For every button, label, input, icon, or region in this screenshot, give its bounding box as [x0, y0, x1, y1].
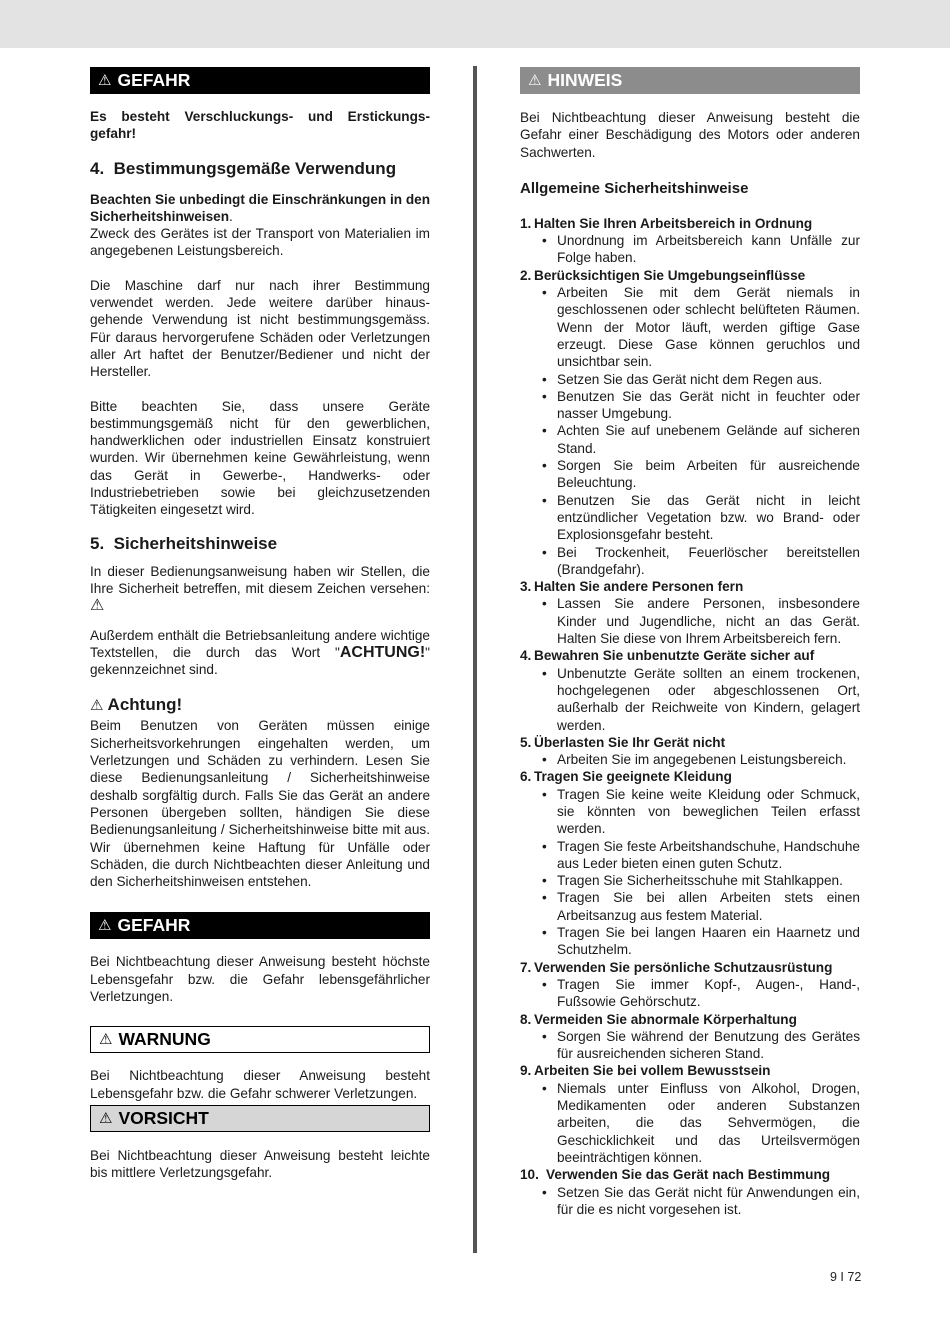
hinweis-title: HINWEIS — [547, 70, 623, 90]
warning-triangle-icon: ⚠ — [98, 917, 112, 935]
safety-rule-bullets — [520, 751, 860, 768]
safety-rule-bullets — [520, 1028, 860, 1063]
safety-bullet: • Tragen Sie Sicherheitsschuhe mit Stahlkappen. — [542, 872, 860, 889]
warnung-title: WARNUNG — [118, 1029, 211, 1050]
safety-rule-title — [520, 768, 860, 785]
safety-rule-title — [520, 578, 860, 595]
vorsicht-text: Bei Nichtbeachtung dieser Anweisung besteht leichte bis mittlere Verletzungsgefahr. — [90, 1147, 430, 1181]
safety-rule-label: Vermeiden Sie abnormale Körperhaltung — [534, 1011, 797, 1027]
hinweis-box — [520, 67, 860, 94]
safety-rule-title — [520, 1166, 860, 1183]
safety-bullet: • Tragen Sie keine weite Kleidung oder Schmuck, sie könnten von beweglichen Teilen erfasst werden. — [542, 786, 860, 838]
safety-bullet: • Arbeiten Sie mit dem Gerät niemals in geschlossenen oder schlecht belüfteten Räumen. Wenn der Motor läuft, werden giftige Gase erzeugt. Diese Gase können geruchlos und unsichtbar sein. — [542, 284, 860, 370]
right-column — [520, 67, 860, 1218]
safety-bullet: • Benutzen Sie das Gerät nicht in feuchter oder nasser Umgebung. — [542, 388, 860, 423]
gefahr-title: GEFAHR — [117, 915, 191, 936]
safety-bullet: • Setzen Sie das Gerät nicht für Anwendungen ein, für die es nicht vorgesehen ist. — [542, 1184, 860, 1219]
safety-rule-label: Arbeiten Sie bei vollem Bewusstsein — [534, 1063, 771, 1079]
safety-bullet: • Sorgen Sie beim Arbeiten für ausreichende Beleuchtung. — [542, 457, 860, 492]
safety-rule-number: 8. — [520, 1011, 532, 1027]
safety-bullet: • Unbenutzte Geräte sollten an einem trockenen, hochgelegenen oder abgeschlossenen Ort, außerhalb der Reichweite von Kindern, gelagert werden. — [542, 665, 860, 734]
left-column — [90, 67, 430, 1181]
safety-rule — [520, 215, 860, 267]
safety-rule-bullets — [520, 284, 860, 578]
safety-bullet: • Niemals unter Einfluss von Alkohol, Drogen, Medikamenten oder anderen Substanzen arbeiten, die das Sehvermögen, die Geschicklichkeit und das Urteilsvermögen beeinträchtigen können. — [542, 1080, 860, 1166]
safety-rule-number: 1. — [520, 215, 532, 231]
safety-rule — [520, 1166, 860, 1218]
safety-rule-label: Halten Sie Ihren Arbeitsbereich in Ordnung — [534, 215, 813, 231]
safety-bullet: • Sorgen Sie während der Benutzung des Gerätes für ausreichenden sicheren Stand. — [542, 1028, 860, 1063]
safety-rule-label: Verwenden Sie persönliche Schutzausrüstung — [534, 959, 833, 975]
safety-bullet: • Tragen Sie bei allen Arbeiten stets einen Arbeitsanzug aus festem Material. — [542, 889, 860, 924]
warning-triangle-icon: ⚠ — [99, 1031, 113, 1049]
safety-rule-title — [520, 267, 860, 284]
section-4-purpose: Zweck des Gerätes ist der Transport von Materialien im angegebenen Leistungsbereich. — [90, 226, 430, 259]
section-4-intro: Beachten Sie unbedingt die Einschränkungen in den Sicherheitshinweisen. — [90, 191, 430, 224]
achtung-text-b: " gekennzeichnet sind. — [90, 644, 430, 678]
page-number: 9 I 72 — [830, 1270, 862, 1284]
safety-bullet: • Unordnung im Arbeitsbereich kann Unfälle zur Folge haben. — [542, 232, 860, 267]
warning-triangle-icon: ⚠ — [99, 1109, 113, 1127]
safety-bullet: • Lassen Sie andere Personen, insbesondere Kinder und Jugendliche, nicht an das Gerät. Halten Sie diese von Ihrem Arbeitsbereich fern. — [542, 595, 860, 647]
warnung-box — [90, 1026, 430, 1053]
safety-rule — [520, 1062, 860, 1166]
safety-rule-title — [520, 647, 860, 664]
safety-rule — [520, 267, 860, 578]
vorsicht-box — [90, 1105, 430, 1132]
safety-bullet: • Achten Sie auf unebenem Gelände auf sicheren Stand. — [542, 422, 860, 457]
safety-rule-bullets — [520, 595, 860, 647]
achtung-heading — [90, 694, 430, 717]
section-5-symbol-text — [90, 563, 430, 615]
top-bar — [0, 0, 950, 48]
choking-warning: Es besteht Verschluckungs- und Erstickungs-gefahr! — [90, 109, 430, 142]
achtung-heading-label: Achtung! — [107, 695, 183, 715]
safety-rule — [520, 734, 860, 769]
section-4-bold: Beachten Sie unbedingt die Einschränkungen in den Sicherheitshinweisen — [90, 191, 430, 224]
safety-rule-number: 10. — [520, 1167, 539, 1183]
safety-rule-title — [520, 959, 860, 976]
safety-rule-label: Halten Sie andere Personen fern — [534, 579, 744, 595]
section-5-heading: 5. Sicherheitshinweise — [90, 533, 278, 553]
safety-rule-number: 6. — [520, 769, 532, 785]
gefahr-text: Bei Nichtbeachtung dieser Anweisung besteht höchste Lebensgefahr bzw. die Gefahr lebensgefährlicher Verletzungen. — [90, 954, 430, 1004]
warning-triangle-icon: ⚠ — [98, 72, 112, 89]
achtung-text-a: Außerdem enthält die Betriebsanleitung andere wichtige Textstellen, die durch das Wort " — [90, 627, 430, 660]
safety-bullet: • Bei Trockenheit, Feuerlöscher bereitstellen (Brandgefahr). — [542, 544, 860, 579]
safety-bullet: • Arbeiten Sie im angegebenen Leistungsbereich. — [542, 751, 860, 768]
safety-rule-title — [520, 734, 860, 751]
safety-rule-label: Tragen Sie geeignete Kleidung — [534, 769, 732, 785]
section-4-usage: Die Maschine darf nur nach ihrer Bestimmung verwendet werden. Jede weitere darüber hinaus-gehende Verwendung ist nicht bestimmungsgemäss. Für daraus hervorgerufene Schäden oder Verletzungen aller Art haftet der Benutzer/Bediener und nicht der Hersteller. — [90, 277, 430, 380]
vorsicht-title: VORSICHT — [118, 1107, 209, 1128]
safety-rule-bullets — [520, 1184, 860, 1219]
safety-rule-bullets — [520, 976, 860, 1011]
warning-triangle-icon: ⚠ — [90, 697, 104, 715]
gefahr-box — [90, 67, 430, 94]
safety-bullet: • Tragen Sie bei langen Haaren ein Haarnetz und Schutzhelm. — [542, 924, 860, 959]
safety-rule-bullets — [520, 786, 860, 959]
safety-rule — [520, 1011, 860, 1063]
safety-rule-number: 5. — [520, 734, 532, 750]
gefahr-box — [90, 912, 430, 939]
gefahr-title: GEFAHR — [117, 70, 191, 90]
general-safety-heading: Allgemeine Sicherheitshinweise — [520, 179, 749, 197]
safety-rule-number: 4. — [520, 648, 532, 664]
safety-bullet: • Setzen Sie das Gerät nicht dem Regen aus. — [542, 371, 860, 388]
safety-bullet: • Tragen Sie immer Kopf-, Augen-, Hand-, Fußsowie Gehörschutz. — [542, 976, 860, 1011]
safety-rule — [520, 959, 860, 1011]
safety-rule-number: 7. — [520, 959, 532, 975]
safety-rule — [520, 647, 860, 733]
safety-rule-number: 3. — [520, 579, 532, 595]
hinweis-text: Bei Nichtbeachtung dieser Anweisung besteht die Gefahr einer Beschädigung des Motors oder anderen Sachwerten. — [520, 110, 860, 160]
section-4-commercial: Bitte beachten Sie, dass unsere Geräte bestimmungsgemäß nicht für den gewerblichen, handwerklichen oder industriellen Einsatz konstruiert wurden. Wir übernehmen keine Gewährleistung, wenn das Gerät in Gewerbe-, Handwerks- oder Industriebetrieben sowie bei gleichzusetzenden Tätigkeiten eingesetzt wird. — [90, 398, 430, 518]
safety-rule-label: Verwenden Sie das Gerät nach Bestimmung — [546, 1167, 831, 1183]
safety-rule-number: 9. — [520, 1063, 532, 1079]
safety-rule-title — [520, 215, 860, 232]
safety-rule-bullets — [520, 665, 860, 734]
safety-rule — [520, 768, 860, 958]
safety-rule-bullets — [520, 232, 860, 267]
achtung-word: ACHTUNG! — [339, 643, 426, 661]
section-5-symbol-label: In dieser Bedienungsanweisung haben wir Stellen, die Ihre Sicherheit betreffen, mit diesem Zeichen versehen: — [90, 563, 430, 596]
warnung-text: Bei Nichtbeachtung dieser Anweisung besteht Lebensgefahr bzw. die Gefahr schwerer Verletzungen. — [90, 1068, 430, 1101]
section-4-heading: 4. Bestimmungsgemäße Verwendung — [90, 158, 397, 178]
safety-rule-label: Bewahren Sie unbenutzte Geräte sicher auf — [534, 648, 815, 664]
warning-triangle-icon: ⚠ — [528, 72, 542, 89]
safety-bullet: • Tragen Sie feste Arbeitshandschuhe, Handschuhe aus Leder bieten einen guten Schutz. — [542, 838, 860, 873]
section-5-achtung-text — [90, 627, 430, 679]
safety-rule-label: Berücksichtigen Sie Umgebungseinflüsse — [534, 267, 806, 283]
column-divider — [473, 66, 477, 1253]
safety-rule — [520, 578, 860, 647]
safety-rule-title — [520, 1062, 860, 1079]
safety-rule-title — [520, 1011, 860, 1028]
achtung-text: Beim Benutzen von Geräten müssen einige Sicherheitsvorkehrungen eingehalten werden, um Verletzungen und Schäden zu verhindern. Lesen Sie diese Bedienungsanleitung / Sicherheitshinweise deshalb sorgfältig durch. Falls Sie das Gerät an andere Personen übergeben sollten, händigen Sie diese Bedienungsanleitung / Sicherheitshinweise bitte mit aus. Wir übernehmen keine Haftung für Unfälle oder Schäden, die durch Nichtbeachten dieser Anleitung und den Sicherheitshinweisen entstehen. — [90, 718, 430, 890]
safety-bullet: • Benutzen Sie das Gerät nicht in leicht entzündlicher Vegetation bzw. wo Brand- oder Explosionsgefahr besteht. — [542, 492, 860, 544]
safety-rule-number: 2. — [520, 267, 532, 283]
safety-rule-label: Überlasten Sie Ihr Gerät nicht — [534, 734, 726, 750]
safety-rule-bullets — [520, 1080, 860, 1166]
safety-rules-list — [520, 215, 860, 1218]
warning-triangle-icon: ⚠ — [90, 597, 105, 615]
